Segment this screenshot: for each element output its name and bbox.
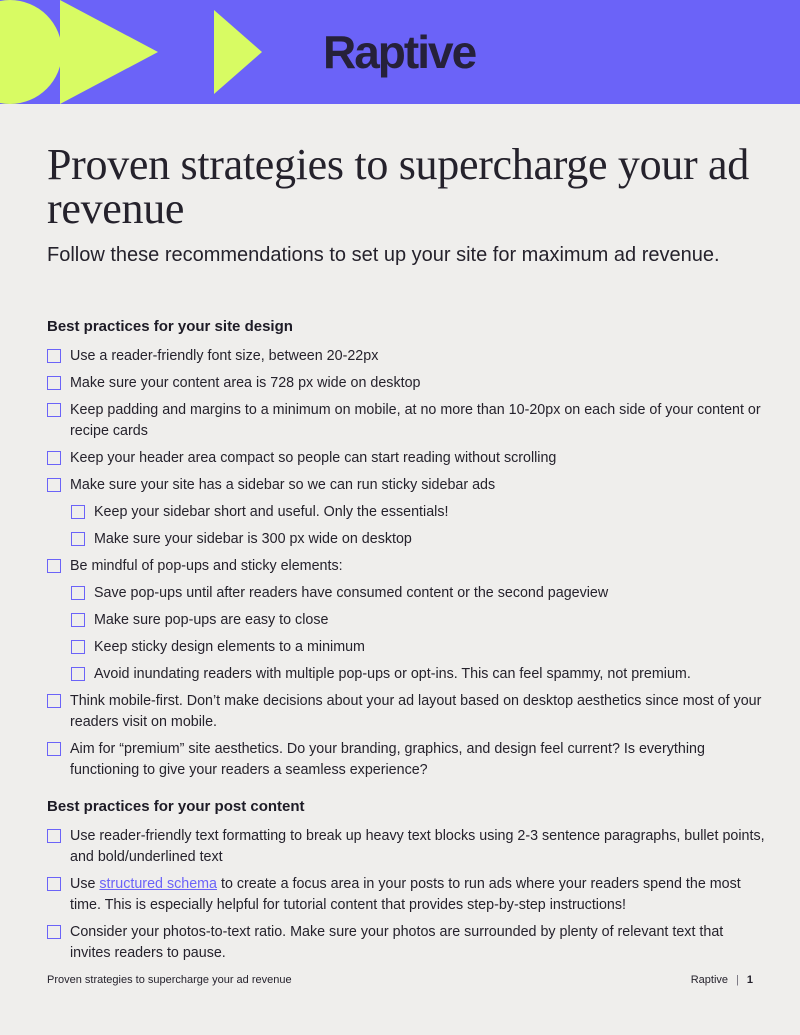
site-design-checklist bbox=[47, 346, 767, 781]
checklist-item: Use a reader-friendly font size, between 20-22px bbox=[47, 346, 767, 367]
checkbox[interactable] bbox=[47, 403, 61, 417]
checklist-item: Aim for “premium” site aesthetics. Do your branding, graphics, and design feel current? Is everything functioning to give your readers a seamless experience? bbox=[47, 739, 767, 781]
header-banner bbox=[0, 0, 800, 104]
checklist-subitem: Make sure your sidebar is 300 px wide on desktop bbox=[71, 529, 767, 550]
checkbox[interactable] bbox=[71, 586, 85, 600]
checkbox[interactable] bbox=[47, 451, 61, 465]
checklist-subitem: Save pop-ups until after readers have consumed content or the second pageview bbox=[71, 583, 767, 604]
page-title: Proven strategies to supercharge your ad revenue bbox=[47, 140, 749, 233]
checklist-item: Consider your photos-to-text ratio. Make sure your photos are surrounded by plenty of relevant text that invites readers to pause. bbox=[47, 922, 767, 964]
footer-page-info bbox=[691, 974, 753, 986]
checklist-subitem: Keep sticky design elements to a minimum bbox=[71, 637, 767, 658]
footer-separator: | bbox=[736, 974, 739, 986]
checklist-item: Use structured schema to create a focus area in your posts to run ads where your readers spend the most time. This is especially helpful for tutorial content that provides step-by-step instructions! bbox=[47, 874, 767, 916]
checkbox[interactable] bbox=[47, 478, 61, 492]
checkbox[interactable] bbox=[47, 559, 61, 573]
structured-schema-link[interactable]: structured schema bbox=[99, 876, 218, 892]
page-subtitle: Follow these recommendations to set up your site for maximum ad revenue. bbox=[47, 244, 720, 266]
checkbox[interactable] bbox=[47, 925, 61, 939]
checklist-item: Make sure your site has a sidebar so we can run sticky sidebar ads bbox=[47, 475, 767, 496]
checklist-item: Keep padding and margins to a minimum on mobile, at no more than 10-20px on each side of your content or recipe cards bbox=[47, 400, 767, 442]
checkbox[interactable] bbox=[71, 532, 85, 546]
checkbox[interactable] bbox=[47, 376, 61, 390]
page-number: 1 bbox=[746, 974, 753, 986]
checklist-subitem: Avoid inundating readers with multiple pop-ups or opt-ins. This can feel spammy, not premium. bbox=[71, 664, 767, 685]
checkbox[interactable] bbox=[71, 640, 85, 654]
section-heading-site-design: Best practices for your site design bbox=[47, 318, 293, 335]
section-heading-post-content: Best practices for your post content bbox=[47, 798, 305, 815]
checkbox[interactable] bbox=[47, 742, 61, 756]
footer-title: Proven strategies to supercharge your ad revenue bbox=[47, 974, 292, 986]
checkbox[interactable] bbox=[47, 694, 61, 708]
checklist-subitem: Make sure pop-ups are easy to close bbox=[71, 610, 767, 631]
checklist-item: Make sure your content area is 728 px wide on desktop bbox=[47, 373, 767, 394]
checkbox[interactable] bbox=[47, 829, 61, 843]
checkbox[interactable] bbox=[71, 613, 85, 627]
post-content-checklist bbox=[47, 826, 767, 964]
checkbox[interactable] bbox=[47, 349, 61, 363]
checklist-subitem: Keep your sidebar short and useful. Only the essentials! bbox=[71, 502, 767, 523]
checkbox[interactable] bbox=[47, 877, 61, 891]
checklist-item: Use reader-friendly text formatting to break up heavy text blocks using 2-3 sentence paragraphs, bullet points, and bold/underlined text bbox=[47, 826, 767, 868]
checklist-item: Be mindful of pop-ups and sticky elements: bbox=[47, 556, 767, 577]
checklist-item: Keep your header area compact so people can start reading without scrolling bbox=[47, 448, 767, 469]
checklist-item: Think mobile-first. Don’t make decisions about your ad layout based on desktop aesthetics since most of your readers visit on mobile. bbox=[47, 691, 767, 733]
raptive-logo: Raptive bbox=[323, 26, 476, 78]
checkbox[interactable] bbox=[71, 505, 85, 519]
checkbox[interactable] bbox=[71, 667, 85, 681]
footer-brand: Raptive bbox=[690, 974, 729, 986]
